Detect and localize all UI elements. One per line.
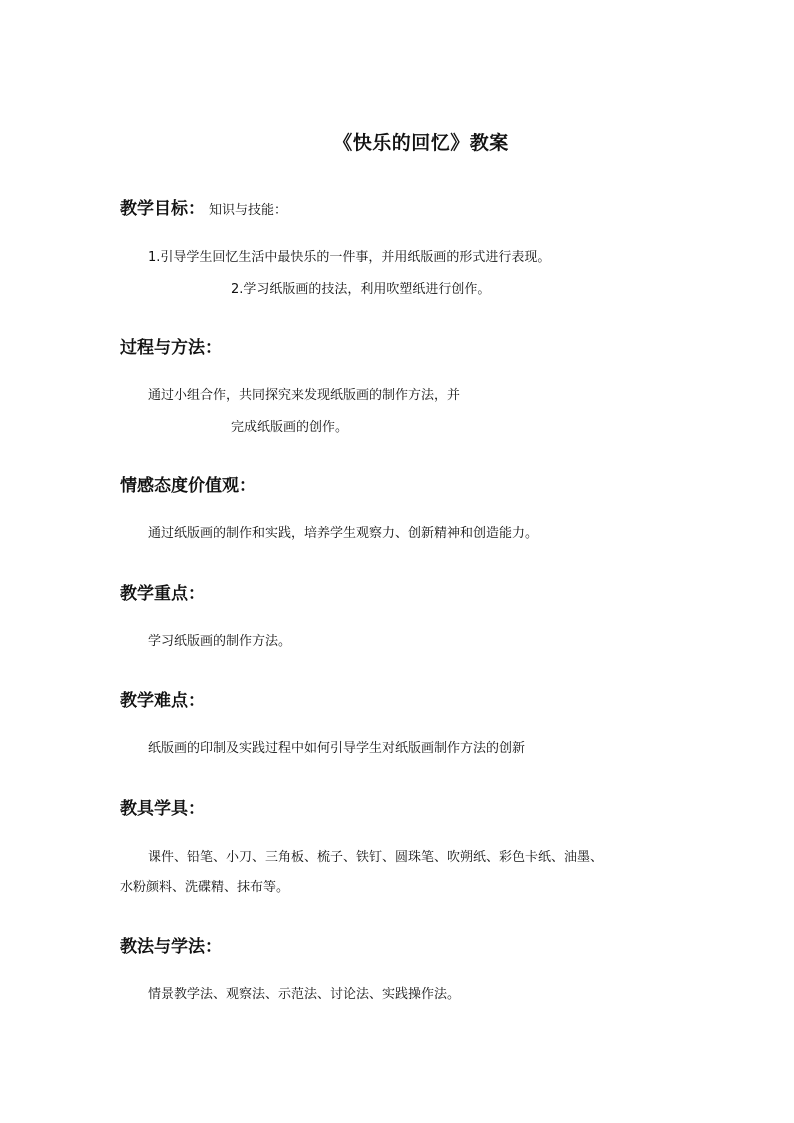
materials-line-1: 课件、铅笔、小刀、三角板、梳子、铁钉、圆珠笔、吹朔纸、彩色卡纸、油墨、: [148, 850, 604, 865]
section-heading-objectives: [120, 194, 287, 219]
process-line-2: 完成纸版画的创作。: [231, 420, 349, 435]
difficulties-line-1: 纸版画的印制及实践过程中如何引导学生对纸版画制作方法的创新: [148, 741, 526, 756]
objective-line-2: 2.学习纸版画的技法，利用吹塑纸进行创作。: [231, 282, 491, 297]
objective-line-1: 1.引导学生回忆生活中最快乐的一件事，并用纸版画的形式进行表现。: [148, 250, 551, 265]
document-title: 《快乐的回忆》教案: [333, 132, 509, 154]
key-points-line-1: 学习纸版画的制作方法。: [148, 634, 292, 649]
materials-line-2: 水粉颜料、洗碟精、抹布等。: [120, 880, 290, 895]
section-heading-process: 过程与方法：: [120, 338, 222, 358]
section-heading-difficulties: 教学难点：: [120, 691, 205, 711]
subheading-text: 知识与技能：: [209, 203, 288, 218]
heading-text: 教学目标：: [120, 199, 205, 219]
values-line-1: 通过纸版画的制作和实践，培养学生观察力、创新精神和创造能力。: [148, 526, 539, 541]
section-heading-key-points: 教学重点：: [120, 584, 205, 604]
section-heading-values: 情感态度价值观：: [120, 476, 256, 496]
process-line-1: 通过小组合作，共同探究来发现纸版画的制作方法，并: [148, 388, 461, 403]
section-heading-materials: 教具学具：: [120, 799, 205, 819]
section-heading-methods: 教法与学法：: [120, 937, 222, 957]
methods-line-1: 情景教学法、观察法、示范法、讨论法、实践操作法。: [148, 987, 461, 1002]
